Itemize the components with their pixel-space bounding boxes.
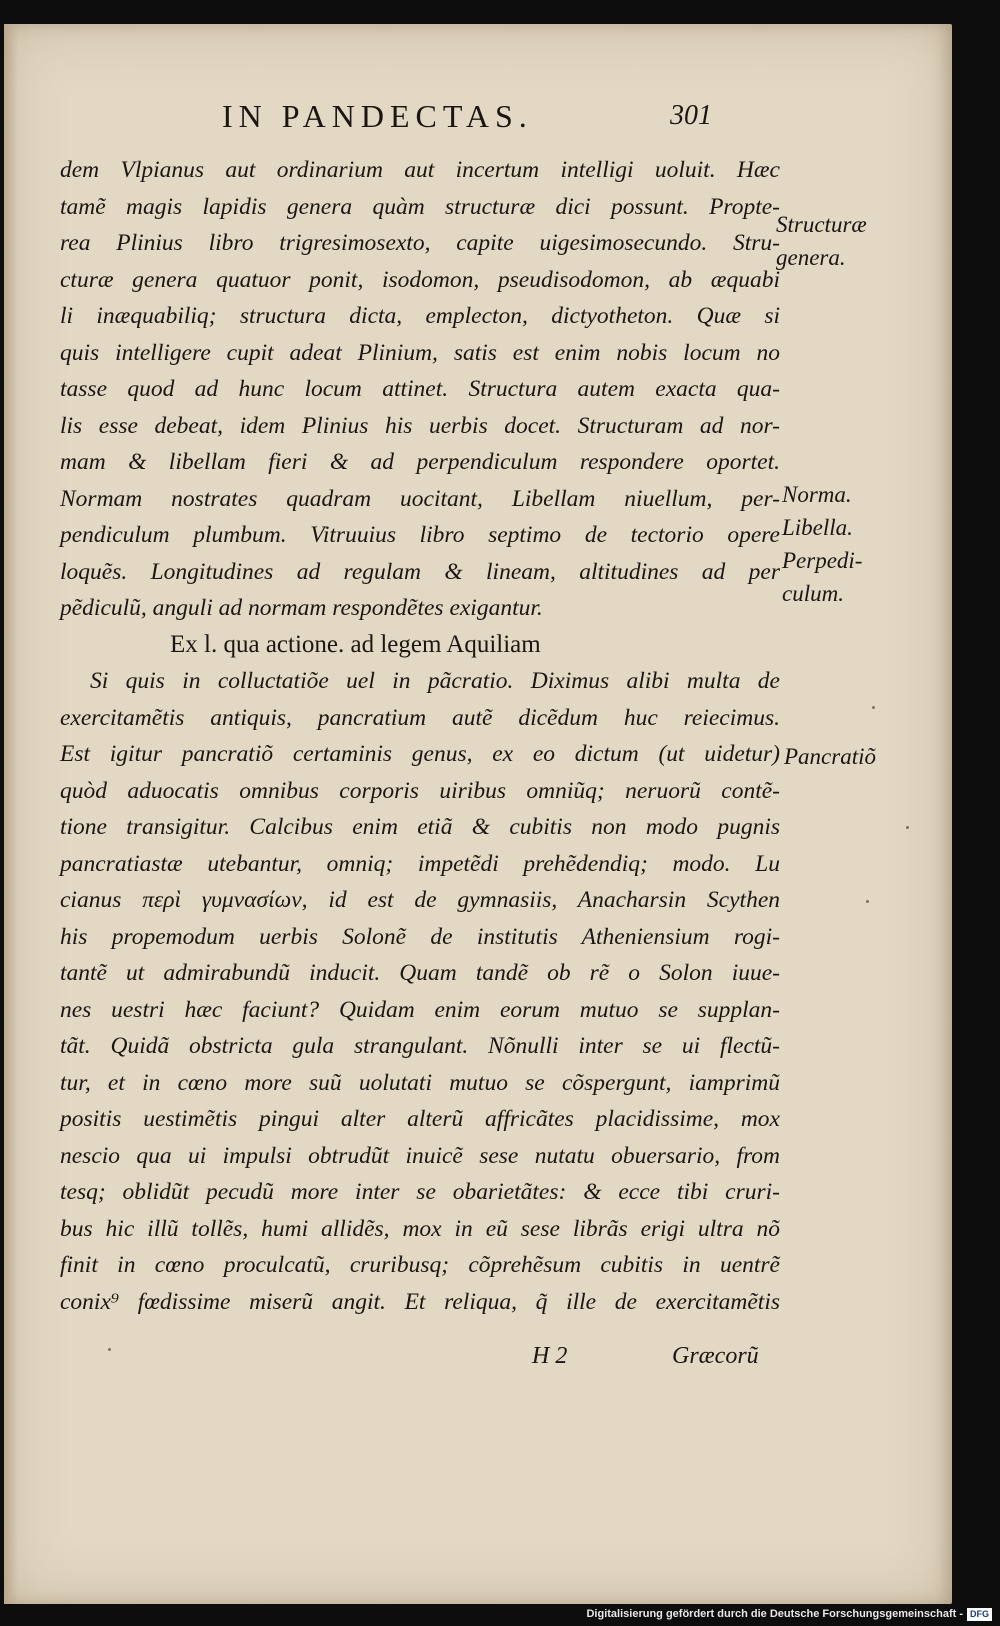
text-line: pẽdiculũ, anguli ad normam respondẽtes exigantur. — [60, 595, 543, 621]
text-line: Normam nostrates quadram uocitant, Libellam niuellum, per- — [60, 485, 780, 512]
page-number: 301 — [670, 100, 712, 131]
text-line: li inæquabiliq; structura dicta, emplecton, dictyotheton. Quæ si — [60, 303, 780, 329]
page-gutter-shadow — [4, 24, 18, 1604]
text-line: quis intelligere cupit adeat Plinium, satis est enim nobis locum no — [60, 339, 780, 366]
text-line: loquẽs. Longitudines ad regulam & lineam, altitudines ad per — [60, 558, 780, 585]
text-line: pendiculum plumbum. Vitruuius libro septimo de tectorio opere — [60, 522, 780, 548]
margin-note-structurae — [776, 208, 867, 274]
margin-note-line: Norma. — [782, 482, 852, 507]
section-heading: Ex l. qua actione. ad legem Aquiliam — [170, 630, 541, 658]
text-line: positis uestimẽtis pingui alter alterũ affricãtes placidissime, mox — [60, 1106, 780, 1132]
paper-speck — [866, 900, 869, 903]
credit-text: Digitalisierung gefördert durch die Deutsche Forschungsgemeinschaft - — [586, 1608, 963, 1620]
text-line: dem Vlpianus aut ordinarium aut incertum intelligi uoluit. Hæc — [60, 157, 780, 183]
paper-speck — [108, 1348, 111, 1351]
margin-note-line: genera. — [776, 245, 846, 270]
text-line: cturæ genera quatuor ponit, isodomon, pseudisodomon, ab æquabi — [60, 266, 780, 293]
digitization-credit — [586, 1606, 992, 1622]
text-line: Est igitur pancratiõ certaminis genus, ex eo dictum (ut uidetur) — [60, 741, 780, 767]
catchword: Græcorũ — [672, 1343, 759, 1369]
margin-note-line: Structuræ — [776, 212, 867, 237]
text-line: cianus περὶ γυμνασίων, id est de gymnasiis, Anacharsin Scythen — [60, 887, 780, 913]
paper-speck — [872, 706, 875, 709]
text-line: Si quis in colluctatiõe uel in pãcratio. Diximus alibi multa de — [90, 668, 780, 694]
text-line: tamẽ magis lapidis genera quàm structuræ dici possunt. Propte- — [60, 193, 780, 220]
text-line: tur, et in cœno more suũ uolutati mutuo se cõspergunt, iamprimũ — [60, 1069, 780, 1096]
text-line: exercitamẽtis antiquis, pancratium autẽ dicẽdum huc reiecimus. — [60, 704, 780, 731]
margin-note-pancratio: Pancratiõ — [784, 744, 876, 769]
text-line: nescio qua ui impulsi obtrudũt inuicẽ sese nutatu obuersario, from — [60, 1142, 780, 1169]
text-line: his propemodum uerbis Solonẽ de institutis Atheniensium rogi- — [60, 923, 780, 950]
text-line: pancratiastæ utebantur, omniq; impetẽdi prehẽdendiq; modo. Lu — [60, 850, 780, 877]
margin-note-line: Libella. — [782, 515, 853, 540]
text-line: bus hic illũ tollẽs, humi allidẽs, mox in eũ sese librãs erigi ultra nõ — [60, 1215, 780, 1242]
text-line: nes uestri hæc faciunt? Quidam enim eorum mutuo se supplan- — [60, 996, 780, 1023]
running-head: IN PANDECTAS. — [222, 98, 533, 134]
main-text-block — [60, 152, 780, 1320]
text-line: quòd aduocatis omnibus corporis uiribus omniũq; neruorũ contẽ- — [60, 777, 780, 804]
text-line: tesq; oblidũt pecudũ more inter se obarietãtes: & ecce tibi cruri- — [60, 1179, 780, 1205]
text-line: tantẽ ut admirabundũ inducit. Quam tandẽ ob rẽ o Solon iuue- — [60, 960, 780, 986]
dfg-logo: DFG — [967, 1608, 992, 1621]
margin-note-norma — [782, 478, 862, 610]
text-line: mam & libellam fieri & ad perpendiculum respondere oportet. — [60, 449, 780, 475]
text-line: rea Plinius libro trigresimosexto, capite uigesimosecundo. Stru- — [60, 230, 780, 256]
text-line: conix⁹ fœdissime miserũ angit. Et reliqua, q̃ ille de exercitamẽtis — [60, 1288, 780, 1315]
text-line: lis esse debeat, idem Plinius his uerbis docet. Structuram ad nor- — [60, 412, 780, 439]
text-line: tione transigitur. Calcibus enim etiã & cubitis non modo pugnis — [60, 814, 780, 840]
signature-mark: H 2 — [532, 1343, 568, 1369]
paper-speck — [906, 826, 909, 829]
margin-note-line: Perpedi- — [782, 548, 863, 573]
margin-note-line: culum. — [782, 581, 844, 606]
text-line: finit in cœno proculcatũ, cruribusq; cõprehẽsum cubitis in uentrẽ — [60, 1252, 780, 1278]
text-line: tasse quod ad hunc locum attinet. Structura autem exacta qua- — [60, 376, 780, 402]
text-line: tãt. Quidã obstricta gula strangulant. Nõnulli inter se ui flectũ- — [60, 1033, 780, 1059]
